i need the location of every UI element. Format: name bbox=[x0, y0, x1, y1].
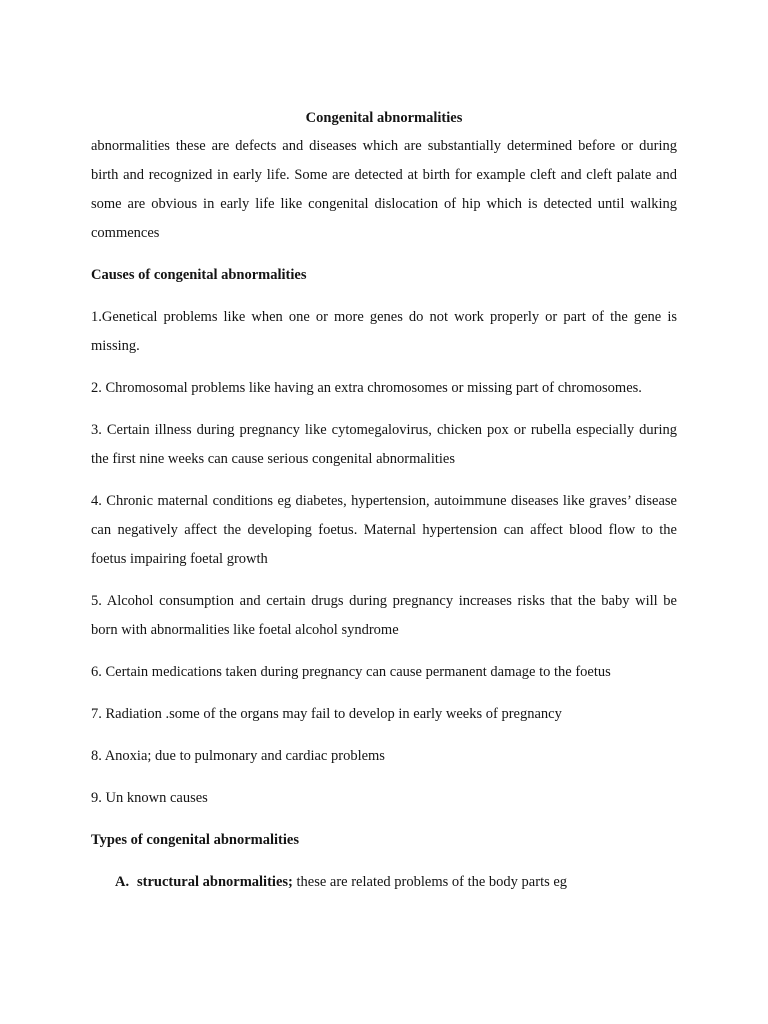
document-title: Congenital abnormalities bbox=[305, 110, 463, 126]
type-item-text: these are related problems of the body parts eg bbox=[292, 874, 568, 890]
type-item-a bbox=[115, 868, 677, 897]
cause-item-4: 4. Chronic maternal conditions eg diabetes, hypertension, autoimmune diseases like graves’ disease can negatively affect the developing foetus. Maternal hypertension can affect blood flow to the foetus impairing foetal growth bbox=[91, 493, 677, 567]
types-heading: Types of congenital abnormalities bbox=[91, 832, 299, 848]
causes-heading: Causes of congenital abnormalities bbox=[91, 267, 307, 283]
cause-item-6: 6. Certain medications taken during pregnancy can cause permanent damage to the foetus bbox=[91, 664, 611, 680]
document-page bbox=[91, 108, 677, 897]
type-item-term: structural abnormalities; bbox=[137, 874, 293, 890]
cause-item-2: 2. Chromosomal problems like having an extra chromosomes or missing part of chromosomes. bbox=[91, 380, 642, 396]
cause-item-9: 9. Un known causes bbox=[91, 790, 208, 806]
cause-item-5: 5. Alcohol consumption and certain drugs during pregnancy increases risks that the baby will be born with abnormalities like foetal alcohol syndrome bbox=[91, 593, 677, 638]
cause-item-7: 7. Radiation .some of the organs may fail to develop in early weeks of pregnancy bbox=[91, 706, 562, 722]
cause-item-1: 1.Genetical problems like when one or more genes do not work properly or part of the gene is missing. bbox=[91, 309, 677, 354]
cause-item-8: 8. Anoxia; due to pulmonary and cardiac problems bbox=[91, 748, 385, 764]
cause-item-3: 3. Certain illness during pregnancy like cytomegalovirus, chicken pox or rubella especially during the first nine weeks can cause serious congenital abnormalities bbox=[91, 422, 677, 467]
intro-paragraph: abnormalities these are defects and diseases which are substantially determined before or during birth and recognized in early life. Some are detected at birth for example cleft and cleft palate and some are obvious in early life like congenital dislocation of hip which is detected until walking commences bbox=[91, 138, 677, 241]
type-item-marker: A. bbox=[115, 874, 130, 890]
